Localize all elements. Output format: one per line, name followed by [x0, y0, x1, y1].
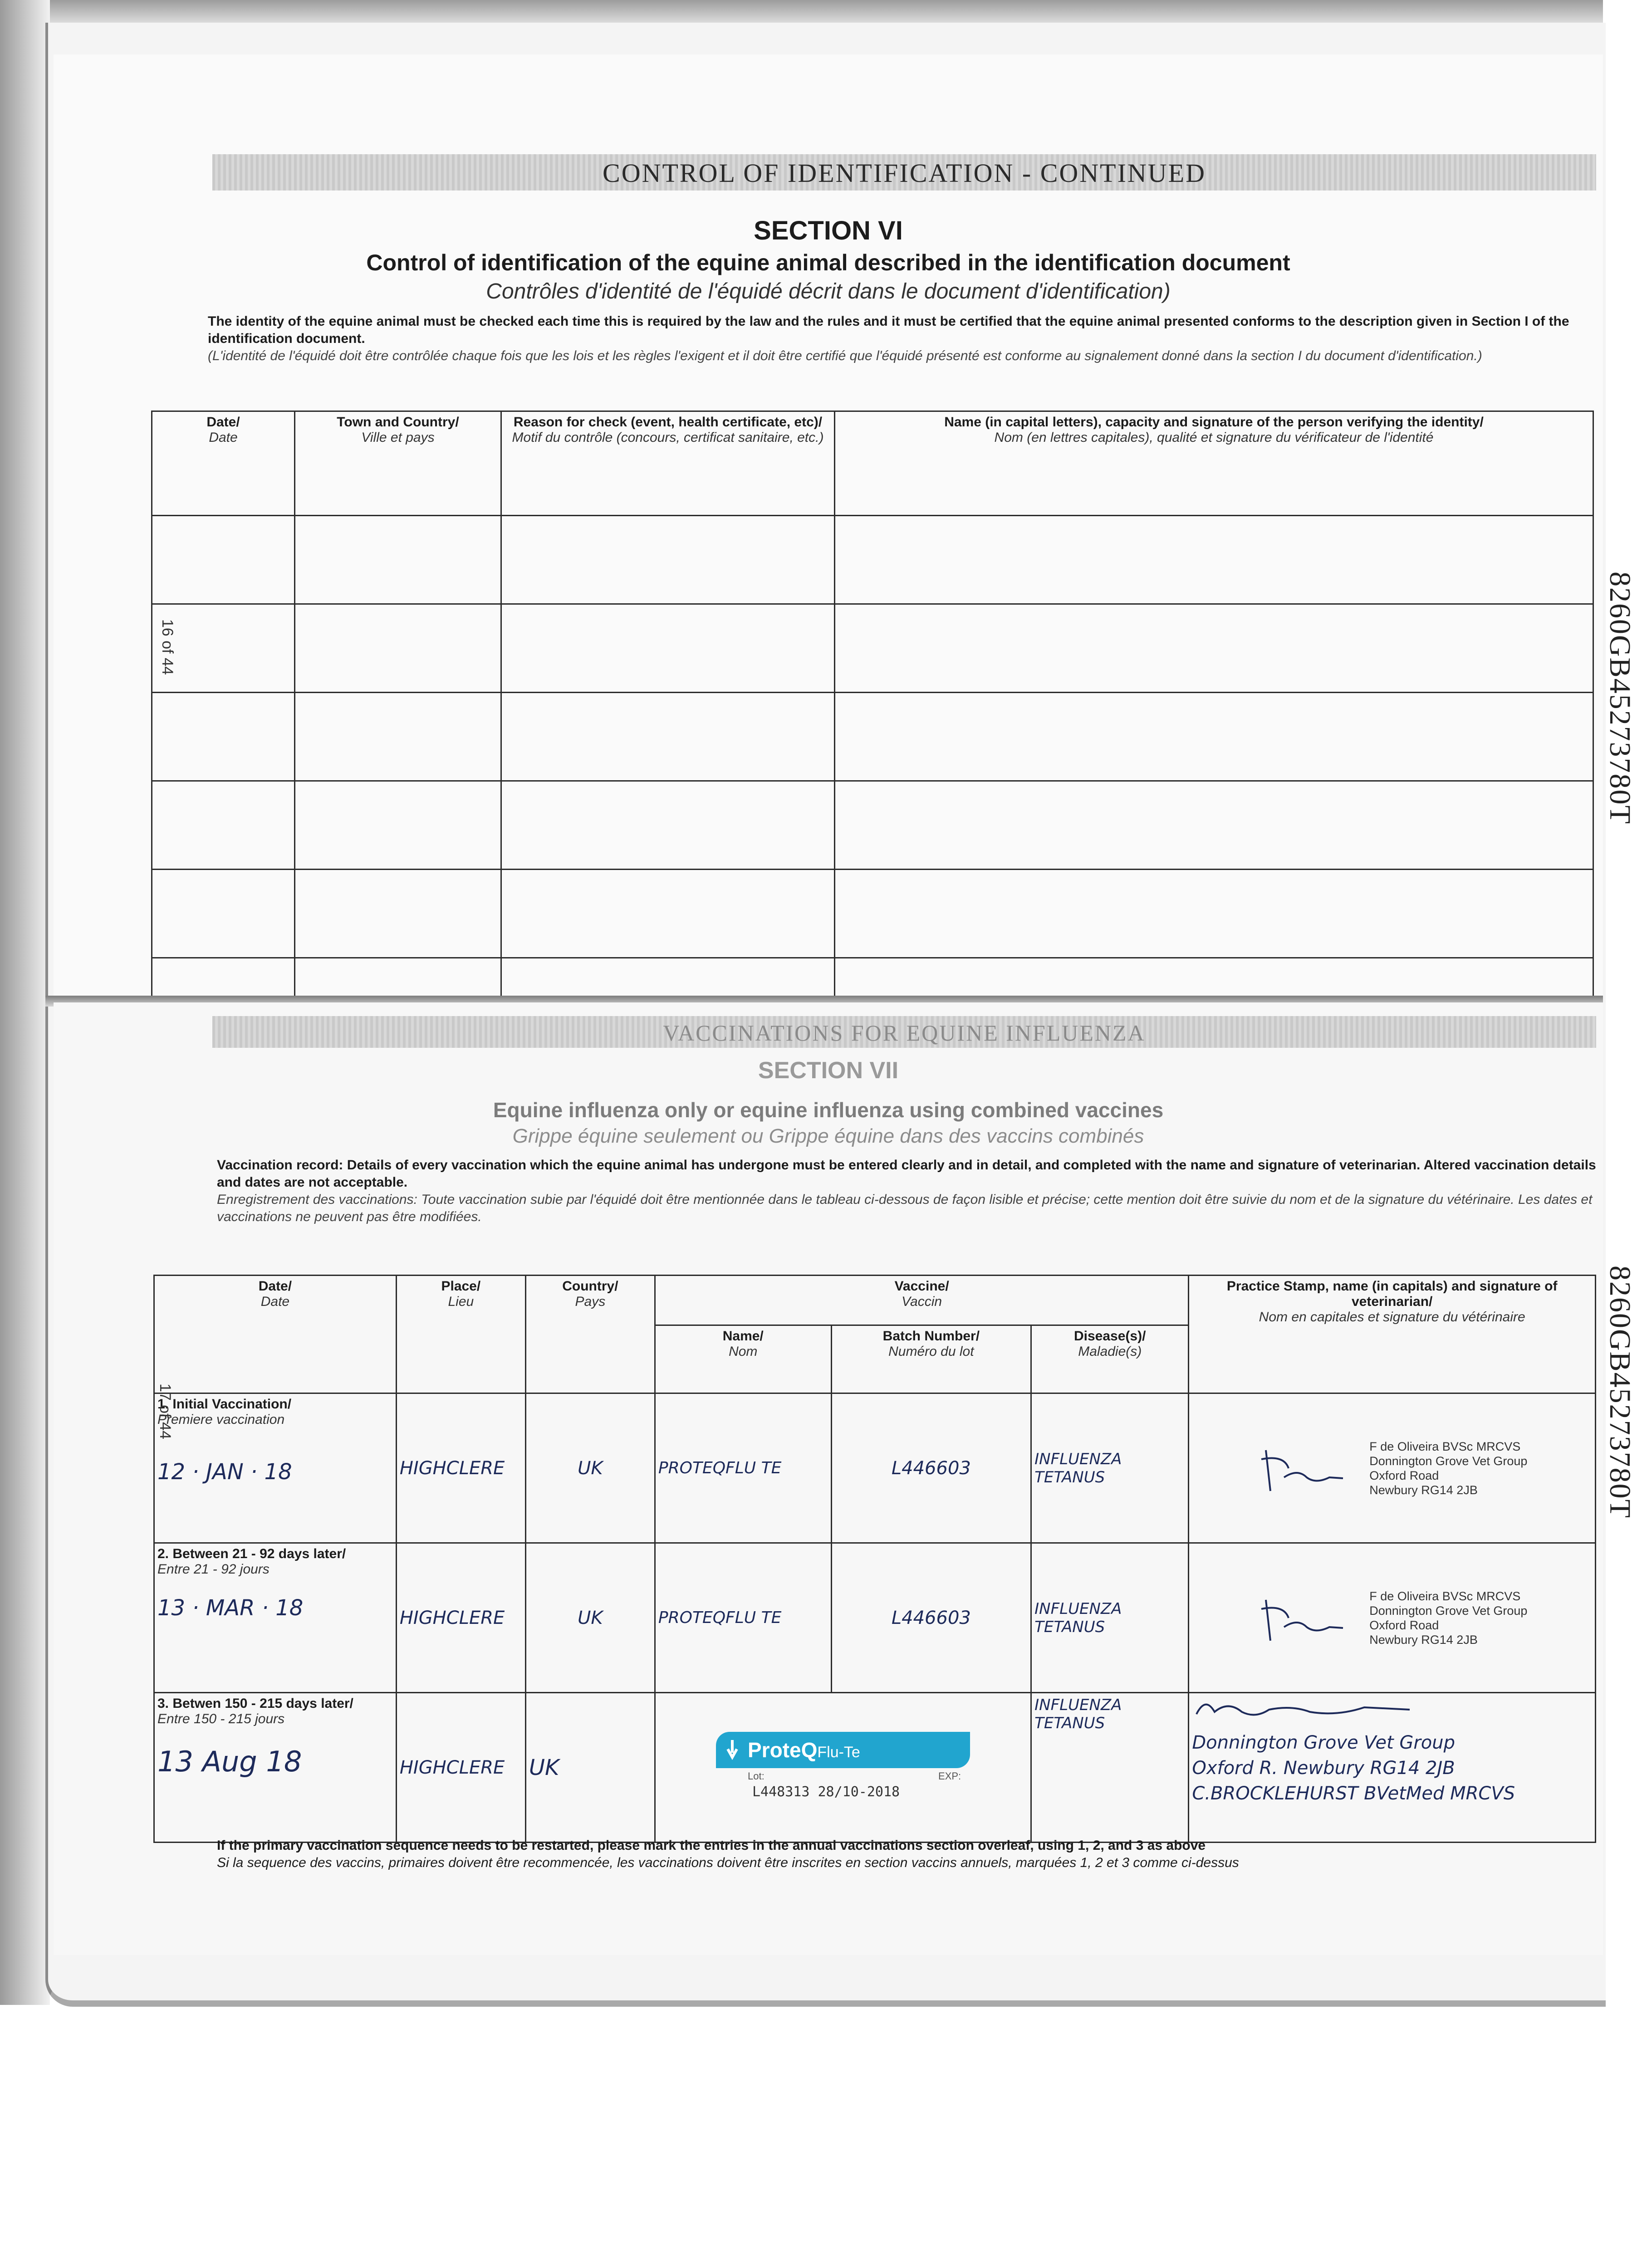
- row2-date-cell: 2. Between 21 - 92 days later/ Entre 21 - 92 jours 13 · MAR · 18: [154, 1543, 397, 1693]
- sticker-lot-label: Lot:: [748, 1770, 765, 1782]
- sticker-brand: ProteQFlu-Te: [716, 1732, 970, 1768]
- page16-number: 16 of 44: [159, 619, 176, 675]
- table-row: [154, 1543, 1596, 1693]
- row2-stamp-text: F de Oliveira BVSc MRCVS Donnington Grove Vet Group Oxford Road Newbury RG14 2JB: [1369, 1589, 1528, 1647]
- row2-disease: INFLUENZA TETANUS: [1031, 1543, 1189, 1693]
- page16-header: CONTROL OF IDENTIFICATION - CONTINUED: [603, 158, 1206, 188]
- col-town-country: Town and Country/ Ville et pays: [295, 411, 501, 516]
- table-row: [152, 604, 1593, 693]
- page16-intro-en: The identity of the equine animal must be checked each time this is required by the law and the rules and it must be certified that the equine animal presented conforms to the description given in Section I of the identification document.: [208, 314, 1569, 346]
- row1-country: UK: [525, 1393, 655, 1543]
- row3-disease: INFLUENZA TETANUS: [1031, 1693, 1189, 1843]
- table-row: [152, 870, 1593, 958]
- table-row: [154, 1393, 1596, 1543]
- page17-section-title: SECTION VII: [758, 1057, 899, 1084]
- page17-header: VACCINATIONS FOR EQUINE INFLUENZA: [663, 1020, 1146, 1046]
- page16-header-bar: [212, 154, 1596, 191]
- page-17: [54, 1002, 1637, 1955]
- row2-date: 13 · MAR · 18: [157, 1595, 304, 1621]
- row1-stamp-text: F de Oliveira BVSc MRCVS Donnington Grove Vet Group Oxford Road Newbury RG14 2JB: [1369, 1439, 1528, 1497]
- table-row: [152, 516, 1593, 604]
- col-country: Country/ Pays: [525, 1276, 655, 1393]
- page16-intro: [208, 313, 1592, 365]
- table-row: [152, 693, 1593, 781]
- page17-intro-en: Details of every vaccination which the equine animal has undergone must be entered clearly and in detail, and completed with the name and signature of veterinarian. Altered vaccination details and dates are not acceptable.: [217, 1158, 1596, 1190]
- col-date: Date/ Date: [152, 411, 295, 516]
- row3-country: UK: [525, 1693, 655, 1843]
- col-vaccine: Vaccine/ Vaccin: [655, 1276, 1188, 1325]
- page17-number: 17 of 44: [157, 1383, 174, 1439]
- row2-stamp: [1189, 1543, 1596, 1693]
- row1-disease: INFLUENZA TETANUS: [1031, 1393, 1189, 1543]
- identity-check-table: [151, 411, 1594, 1013]
- col-verifier: Name (in capital letters), capacity and signature of the person verifying the identity/ Nom (en lettres capitales), qualité et signature du vérificateur de l'identité: [835, 411, 1593, 516]
- row2-signature: [1257, 1591, 1348, 1645]
- col-disease: Disease(s)/ Maladie(s): [1031, 1325, 1189, 1393]
- row1-stamp: [1189, 1393, 1596, 1543]
- page17-intro-label: Vaccination record:: [217, 1158, 343, 1173]
- sticker-lot: L448313 28/10-2018: [752, 1784, 900, 1800]
- row3-signature: [1192, 1696, 1419, 1723]
- row3-stamp: Donnington Grove Vet Group Oxford R. Newbury RG14 2JB C.BROCKLEHURST BVetMed MRCVS: [1189, 1693, 1596, 1843]
- page17-subtitle-fr: Grippe équine seulement ou Grippe équine dans des vaccins combinés: [512, 1125, 1144, 1147]
- row3-place: HIGHCLERE: [396, 1693, 525, 1843]
- page17-footnote: [217, 1837, 1578, 1872]
- page16-intro-fr: (L'identité de l'équidé doit être contrôlée chaque fois que les lois et les règles l'exigent et il doit être certifié que l'équidé présenté est conforme au signalement donné dans la section I du document d'identification.): [208, 348, 1482, 363]
- page-16: [54, 54, 1637, 998]
- row1-date-cell: 1. Initial Vaccination/ Premiere vaccination 12 · JAN · 18: [154, 1393, 397, 1543]
- row3-date: 13 Aug 18: [157, 1745, 302, 1778]
- page17-intro-fr: Enregistrement des vaccinations: Toute vaccination subie par l'équidé doit être mentionnée dans le tableau ci-dessous de façon lisible et précise; cette mention doit être suivie du nom et de la signature du vétérinaire. Les dates et vaccinations ne peuvent pas être modifiées.: [217, 1192, 1593, 1224]
- row1-date: 12 · JAN · 18: [157, 1459, 292, 1485]
- row1-signature: [1257, 1441, 1348, 1496]
- page16-subtitle-en: Control of identification of the equine animal described in the identification document: [366, 250, 1290, 275]
- table-row: [152, 781, 1593, 870]
- col-place: Place/ Lieu: [396, 1276, 525, 1393]
- row1-batch: L446603: [831, 1393, 1031, 1543]
- page17-subtitle-en: Equine influenza only or equine influenza using combined vaccines: [493, 1098, 1164, 1122]
- footnote-fr: Si la sequence des vaccins, primaires doivent être recommencée, les vaccinations doivent être inscrites en section vaccins annuels, marquées 1, 2 et 3 comme ci-dessus: [217, 1855, 1239, 1870]
- page16-doc-id: 8260GB45273780T: [1603, 572, 1637, 825]
- sticker-exp-label: EXP:: [938, 1770, 961, 1782]
- row1-place: HIGHCLERE: [396, 1393, 525, 1543]
- row3-date-cell: 3. Betwen 150 - 215 days later/ Entre 150 - 215 jours 13 Aug 18: [154, 1693, 397, 1843]
- syringe-icon: [724, 1739, 740, 1760]
- page17-intro: [217, 1157, 1601, 1226]
- page16-subtitle-fr: Contrôles d'identité de l'équidé décrit dans le document d'identification): [486, 279, 1171, 303]
- col-date: Date/ Date: [154, 1276, 397, 1393]
- row1-vaccine: PROTEQFLU TE: [655, 1393, 831, 1543]
- footnote-en: If the primary vaccination sequence needs to be restarted, please mark the entries in the annual vaccinations section overleaf, using 1, 2, and 3 as above: [217, 1838, 1206, 1853]
- col-stamp: Practice Stamp, name (in capitals) and signature of veterinarian/ Nom en capitales et signature du vétérinaire: [1189, 1276, 1596, 1393]
- col-reason: Reason for check (event, health certificate, etc)/ Motif du contrôle (concours, certificat sanitaire, etc.): [501, 411, 835, 516]
- page16-section-title: SECTION VI: [754, 216, 903, 245]
- row2-vaccine: PROTEQFLU TE: [655, 1543, 831, 1693]
- table-row: [154, 1693, 1596, 1843]
- row2-country: UK: [525, 1543, 655, 1693]
- row2-batch: L446603: [831, 1543, 1031, 1693]
- proteq-sticker: [716, 1732, 970, 1800]
- page17-header-bar: [212, 1016, 1596, 1048]
- row2-place: HIGHCLERE: [396, 1543, 525, 1693]
- col-batch: Batch Number/ Numéro du lot: [831, 1325, 1031, 1393]
- col-vaccine-name: Name/ Nom: [655, 1325, 831, 1393]
- page17-doc-id: 8260GB45273780T: [1603, 1266, 1637, 1519]
- row3-vaccine-sticker-cell: [655, 1693, 1031, 1843]
- scan-edge-left: [0, 0, 50, 2005]
- vaccination-table: [153, 1275, 1596, 1843]
